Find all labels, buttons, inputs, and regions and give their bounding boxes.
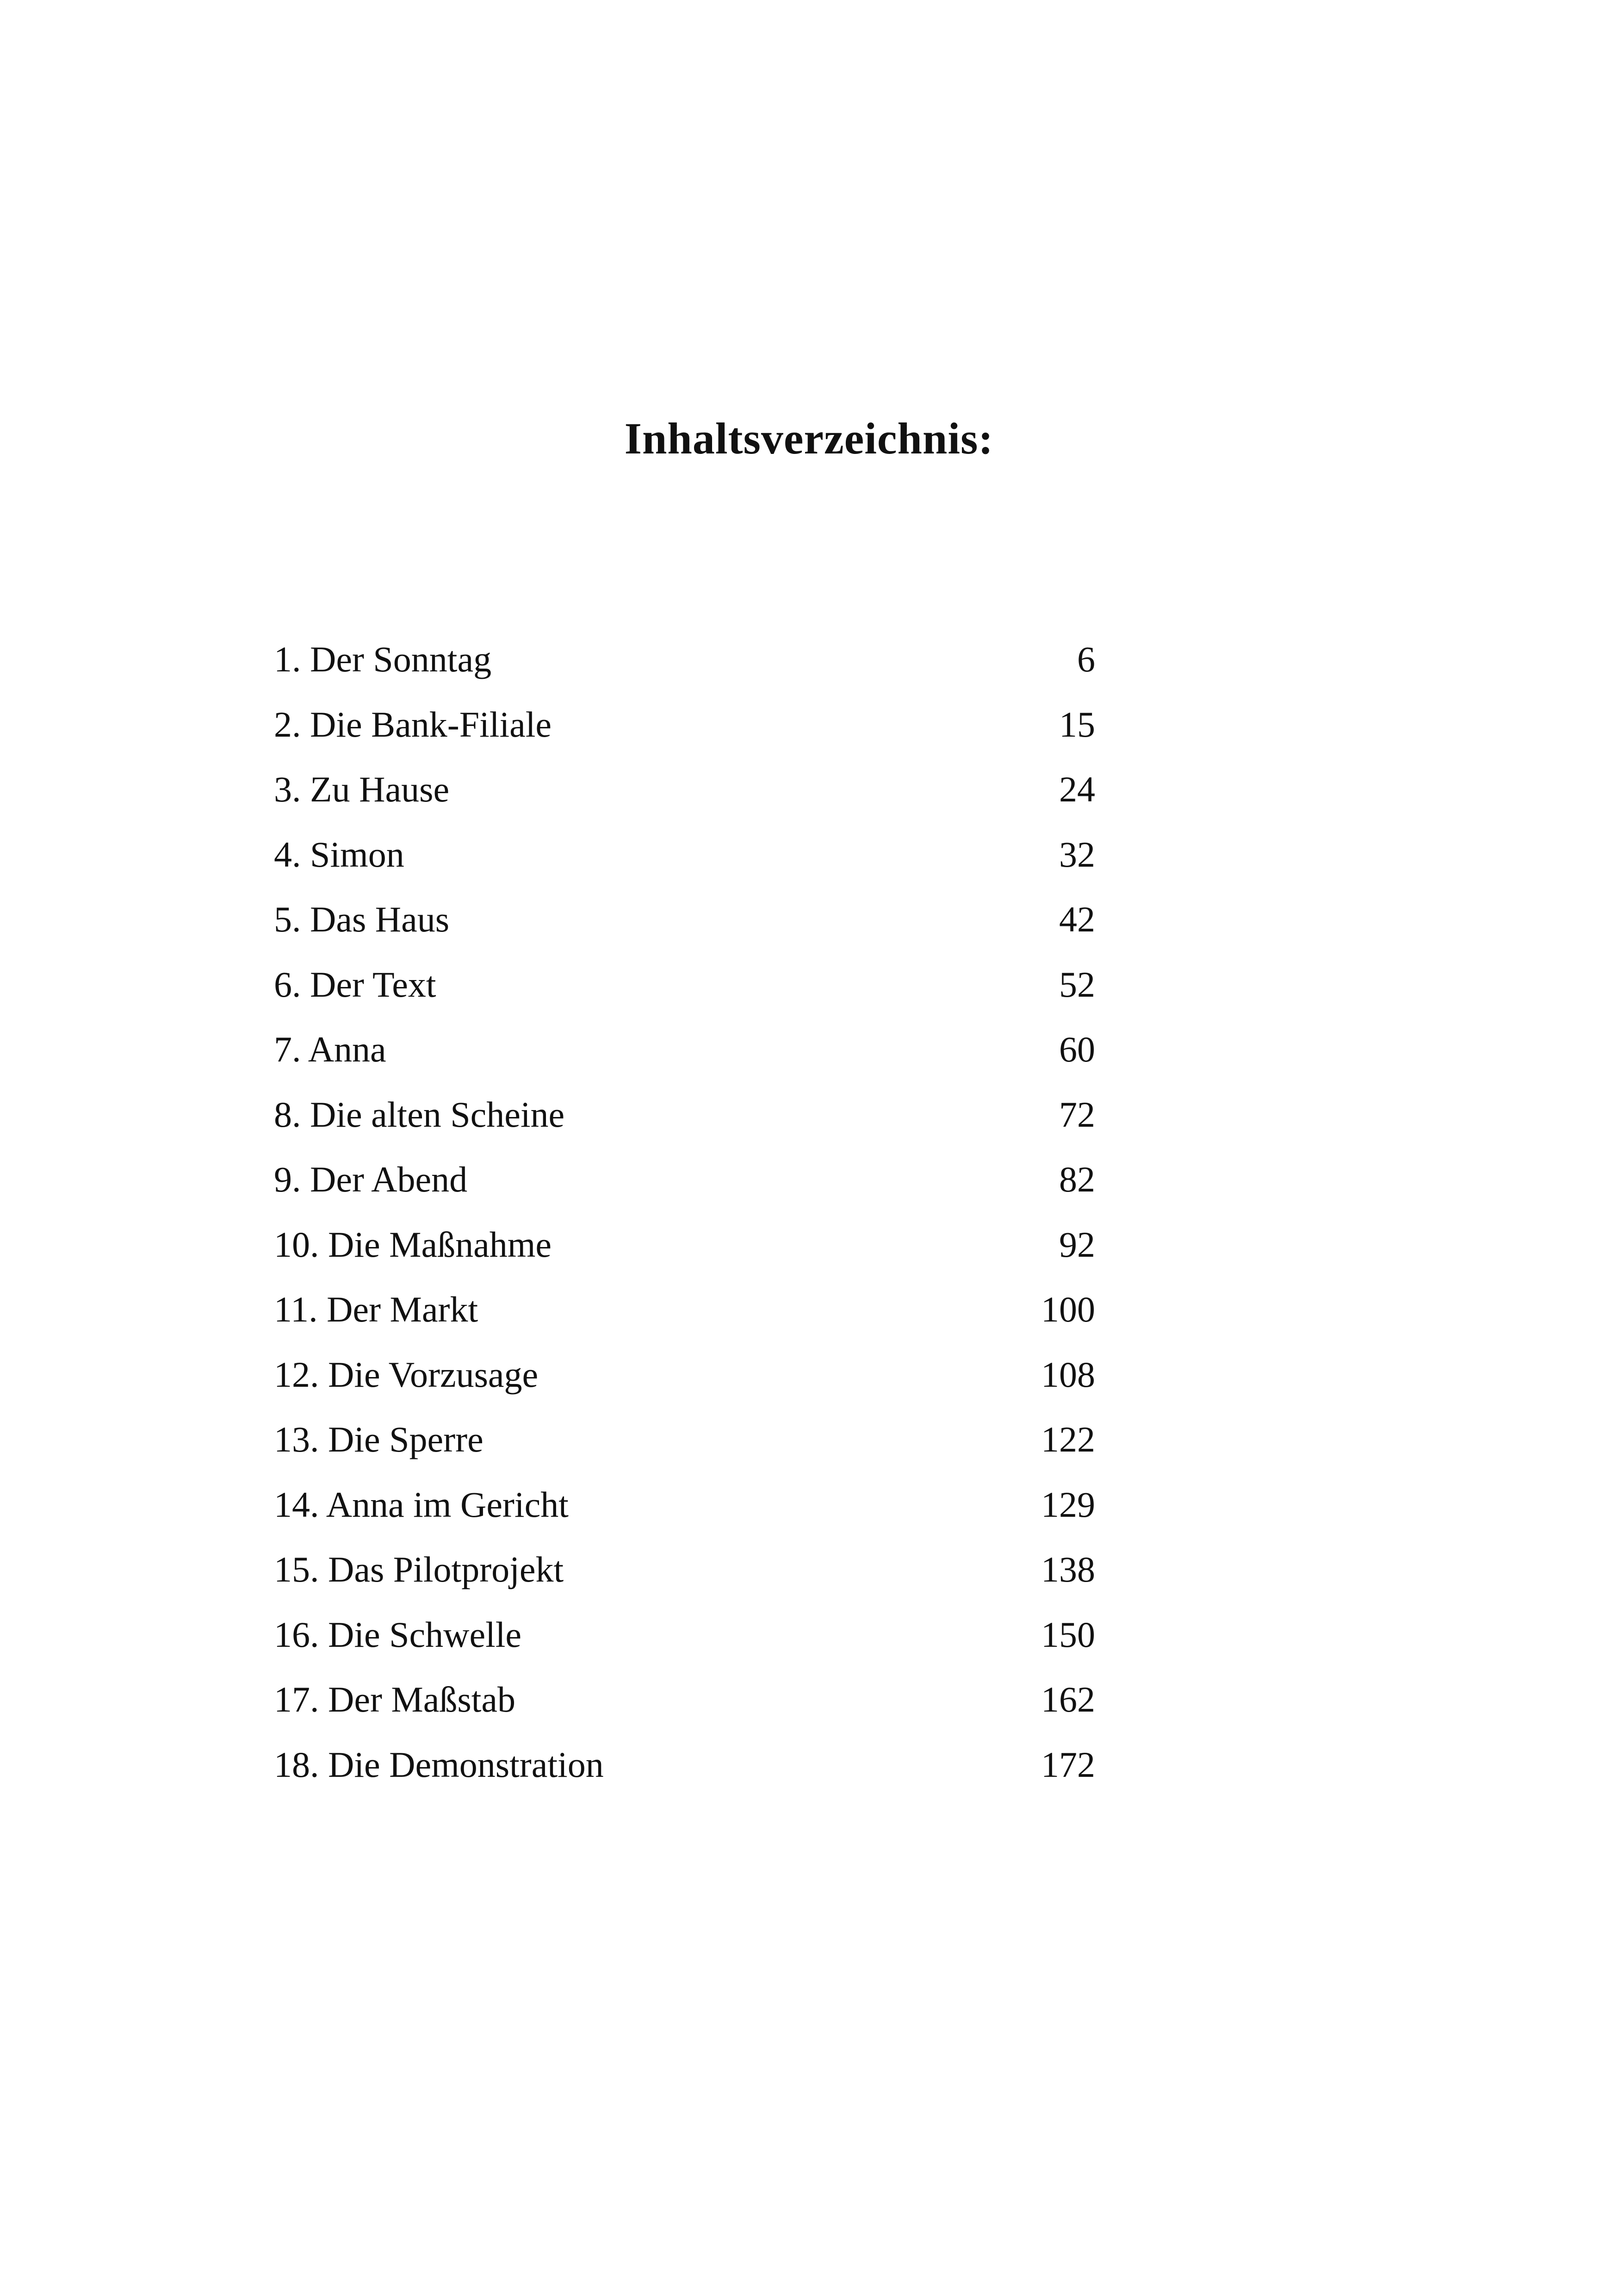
toc-entry-page-number: 60 (1059, 1029, 1095, 1069)
toc-entry-title: 1. Der Sonntag (274, 639, 492, 679)
toc-entry (274, 764, 1095, 829)
toc-entry (274, 1414, 1095, 1479)
toc-entry-page-number: 32 (1059, 834, 1095, 875)
toc-entry-page-number: 138 (1041, 1549, 1095, 1589)
toc-entry-title: 18. Die Demonstration (274, 1744, 604, 1785)
toc-entry-page-number: 162 (1041, 1679, 1095, 1719)
toc-entry-title: 17. Der Maßstab (274, 1679, 516, 1719)
toc-entry-title: 8. Die alten Scheine (274, 1094, 565, 1135)
toc-entry-page-number: 122 (1041, 1419, 1095, 1459)
toc-entry-title: 10. Die Maßnahme (274, 1224, 552, 1265)
toc-entry-page-number: 100 (1041, 1289, 1095, 1329)
toc-entry (274, 894, 1095, 959)
toc-entry-title: 4. Simon (274, 834, 404, 875)
toc-entry (274, 1024, 1095, 1089)
toc-entry (274, 1674, 1095, 1739)
toc-entry (274, 1219, 1095, 1285)
toc-entry-page-number: 72 (1059, 1094, 1095, 1135)
toc-entry (274, 1349, 1095, 1415)
toc-entry-title: 11. Der Markt (274, 1289, 478, 1329)
toc-entry (274, 1089, 1095, 1154)
toc-entry (274, 1544, 1095, 1609)
toc-entry-title: 13. Die Sperre (274, 1419, 484, 1459)
toc-entry-page-number: 172 (1041, 1744, 1095, 1785)
toc-entry (274, 699, 1095, 764)
toc-entry-page-number: 52 (1059, 964, 1095, 1005)
toc-entry-page-number: 42 (1059, 899, 1095, 939)
toc-entry (274, 1609, 1095, 1675)
toc-entry-title: 6. Der Text (274, 964, 436, 1005)
toc-entry-title: 15. Das Pilotprojekt (274, 1549, 564, 1589)
toc-entry (274, 634, 1095, 699)
toc-entry-title: 2. Die Bank-Filiale (274, 704, 552, 745)
table-of-contents (274, 634, 1095, 1804)
toc-entry-title: 12. Die Vorzusage (274, 1354, 539, 1395)
toc-entry-title: 16. Die Schwelle (274, 1614, 522, 1655)
toc-entry-title: 5. Das Haus (274, 899, 450, 939)
toc-entry-page-number: 24 (1059, 769, 1095, 809)
toc-entry-page-number: 108 (1041, 1354, 1095, 1395)
toc-entry-title: 3. Zu Hause (274, 769, 450, 809)
toc-entry-page-number: 15 (1059, 704, 1095, 745)
toc-entry-page-number: 129 (1041, 1484, 1095, 1525)
toc-entry-page-number: 82 (1059, 1159, 1095, 1199)
toc-entry-title: 14. Anna im Gericht (274, 1484, 569, 1525)
toc-entry (274, 1479, 1095, 1545)
toc-entry (274, 959, 1095, 1024)
toc-entry (274, 1739, 1095, 1805)
toc-entry (274, 829, 1095, 894)
page-title: Inhaltsverzeichnis: (624, 414, 994, 463)
toc-entry-title: 7. Anna (274, 1029, 386, 1069)
toc-entry-page-number: 92 (1059, 1224, 1095, 1265)
toc-entry (274, 1284, 1095, 1349)
toc-entry-title: 9. Der Abend (274, 1159, 468, 1199)
toc-entry (274, 1154, 1095, 1219)
toc-entry-page-number: 150 (1041, 1614, 1095, 1655)
toc-entry-page-number: 6 (1077, 639, 1095, 679)
